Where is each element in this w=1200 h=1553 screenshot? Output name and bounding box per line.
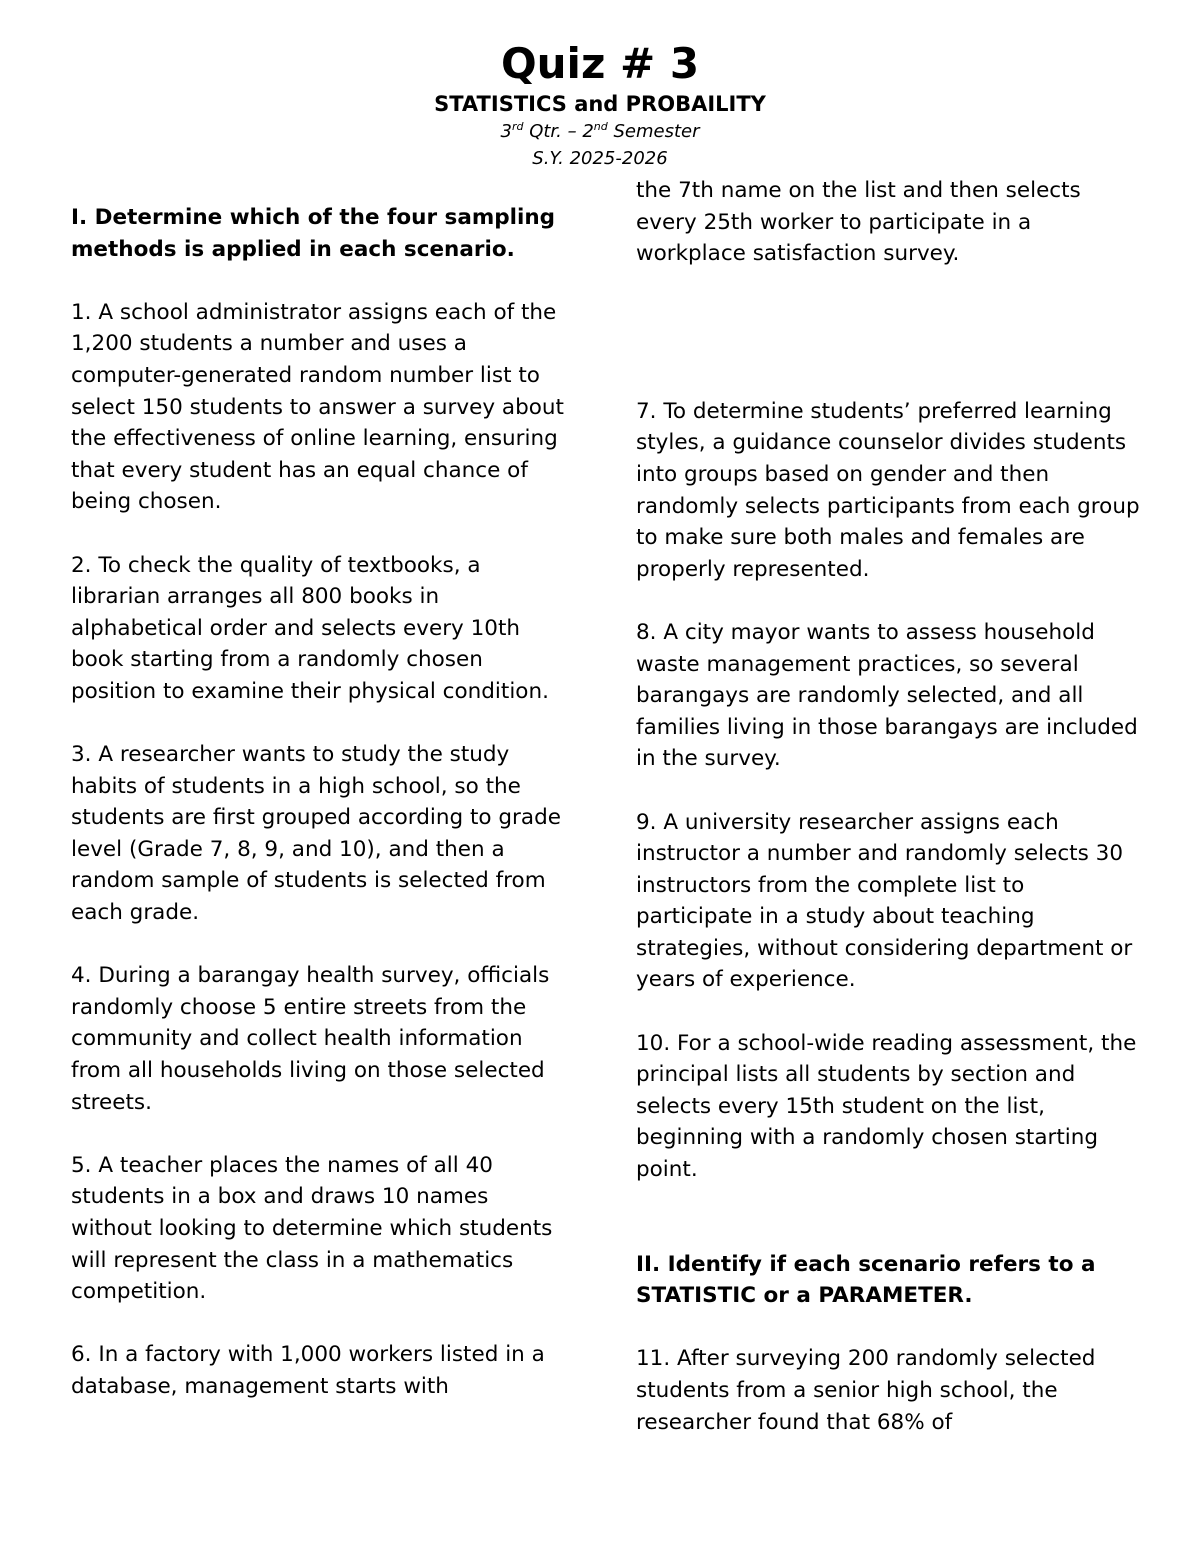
section-1-heading: I. Determine which of the four sampling methods is applied in each scenario. [71, 205, 556, 262]
question-3: 3. A researcher wants to study the study habits of students in a high school, so the students are first grouped according to grade level (Grade 7, 8, 9, and 10), and then a random sample of students is selected from each grade. [71, 742, 561, 926]
question-9: 9. A university researcher assigns each instructor a number and randomly selects 30 instructors from the complete list to participate in a study about teaching strategies, without considering department or years of experience. [636, 809, 1133, 993]
question-8: 8. A city mayor wants to assess household waste management practices, so several barangays are randomly selected, and all families living in those barangays are included in the survey. [636, 619, 1138, 772]
question-6-start: 6. In a factory with 1,000 workers listed in a database, management starts with [71, 1342, 545, 1399]
question-2: 2. To check the quality of textbooks, a librarian arranges all 800 books in alphabetical order and selects every 10th book starting from a randomly chosen position to examine their physical condition. [71, 552, 549, 704]
term-quarter-number: 3 [500, 121, 512, 142]
right-column [636, 175, 1146, 1438]
term-line [0, 118, 1200, 145]
left-column [71, 202, 571, 1403]
subject-title: STATISTICS and PROBAILITY [434, 92, 766, 116]
question-6-continued: the 7th name on the list and then selects every 25th worker to participate in a workplace satisfaction survey. [636, 178, 1081, 267]
quiz-title: Quiz # 3 [500, 39, 700, 88]
question-11-start: 11. After surveying 200 randomly selected students from a senior high school, the researcher found that 68% of [636, 1346, 1096, 1435]
question-1: 1. A school administrator assigns each of the 1,200 students a number and uses a computer-generated random number list to select 150 students to answer a survey about the effectiveness of online learning, ensuring that every student has an equal chance of being chosen. [71, 299, 564, 515]
term-semester-number: Qtr. – 2 [523, 121, 594, 142]
question-5: 5. A teacher places the names of all 40 students in a box and draws 10 names without looking to determine which students will represent the class in a mathematics competition. [71, 1152, 553, 1305]
term-semester-suffix: nd [593, 120, 608, 133]
question-10: 10. For a school-wide reading assessment, the principal lists all students by section and selects every 15th student on the list, beginning with a randomly chosen starting point. [636, 1030, 1137, 1183]
school-year: S.Y. 2025-2026 [532, 148, 668, 169]
question-7: 7. To determine students’ preferred learning styles, a guidance counselor divides students into groups based on gender and then randomly selects participants from each group to make sure both males and females are properly represented. [636, 398, 1140, 582]
section-2-heading: II. Identify if each scenario refers to a STATISTIC or a PARAMETER. [636, 1251, 1096, 1309]
question-4: 4. During a barangay health survey, officials randomly choose 5 entire streets from the community and collect health information from all households living on those selected streets. [71, 963, 550, 1115]
quiz-header [0, 38, 1200, 172]
term-semester-label: Semester [607, 121, 700, 142]
term-quarter-suffix: rd [511, 120, 524, 133]
